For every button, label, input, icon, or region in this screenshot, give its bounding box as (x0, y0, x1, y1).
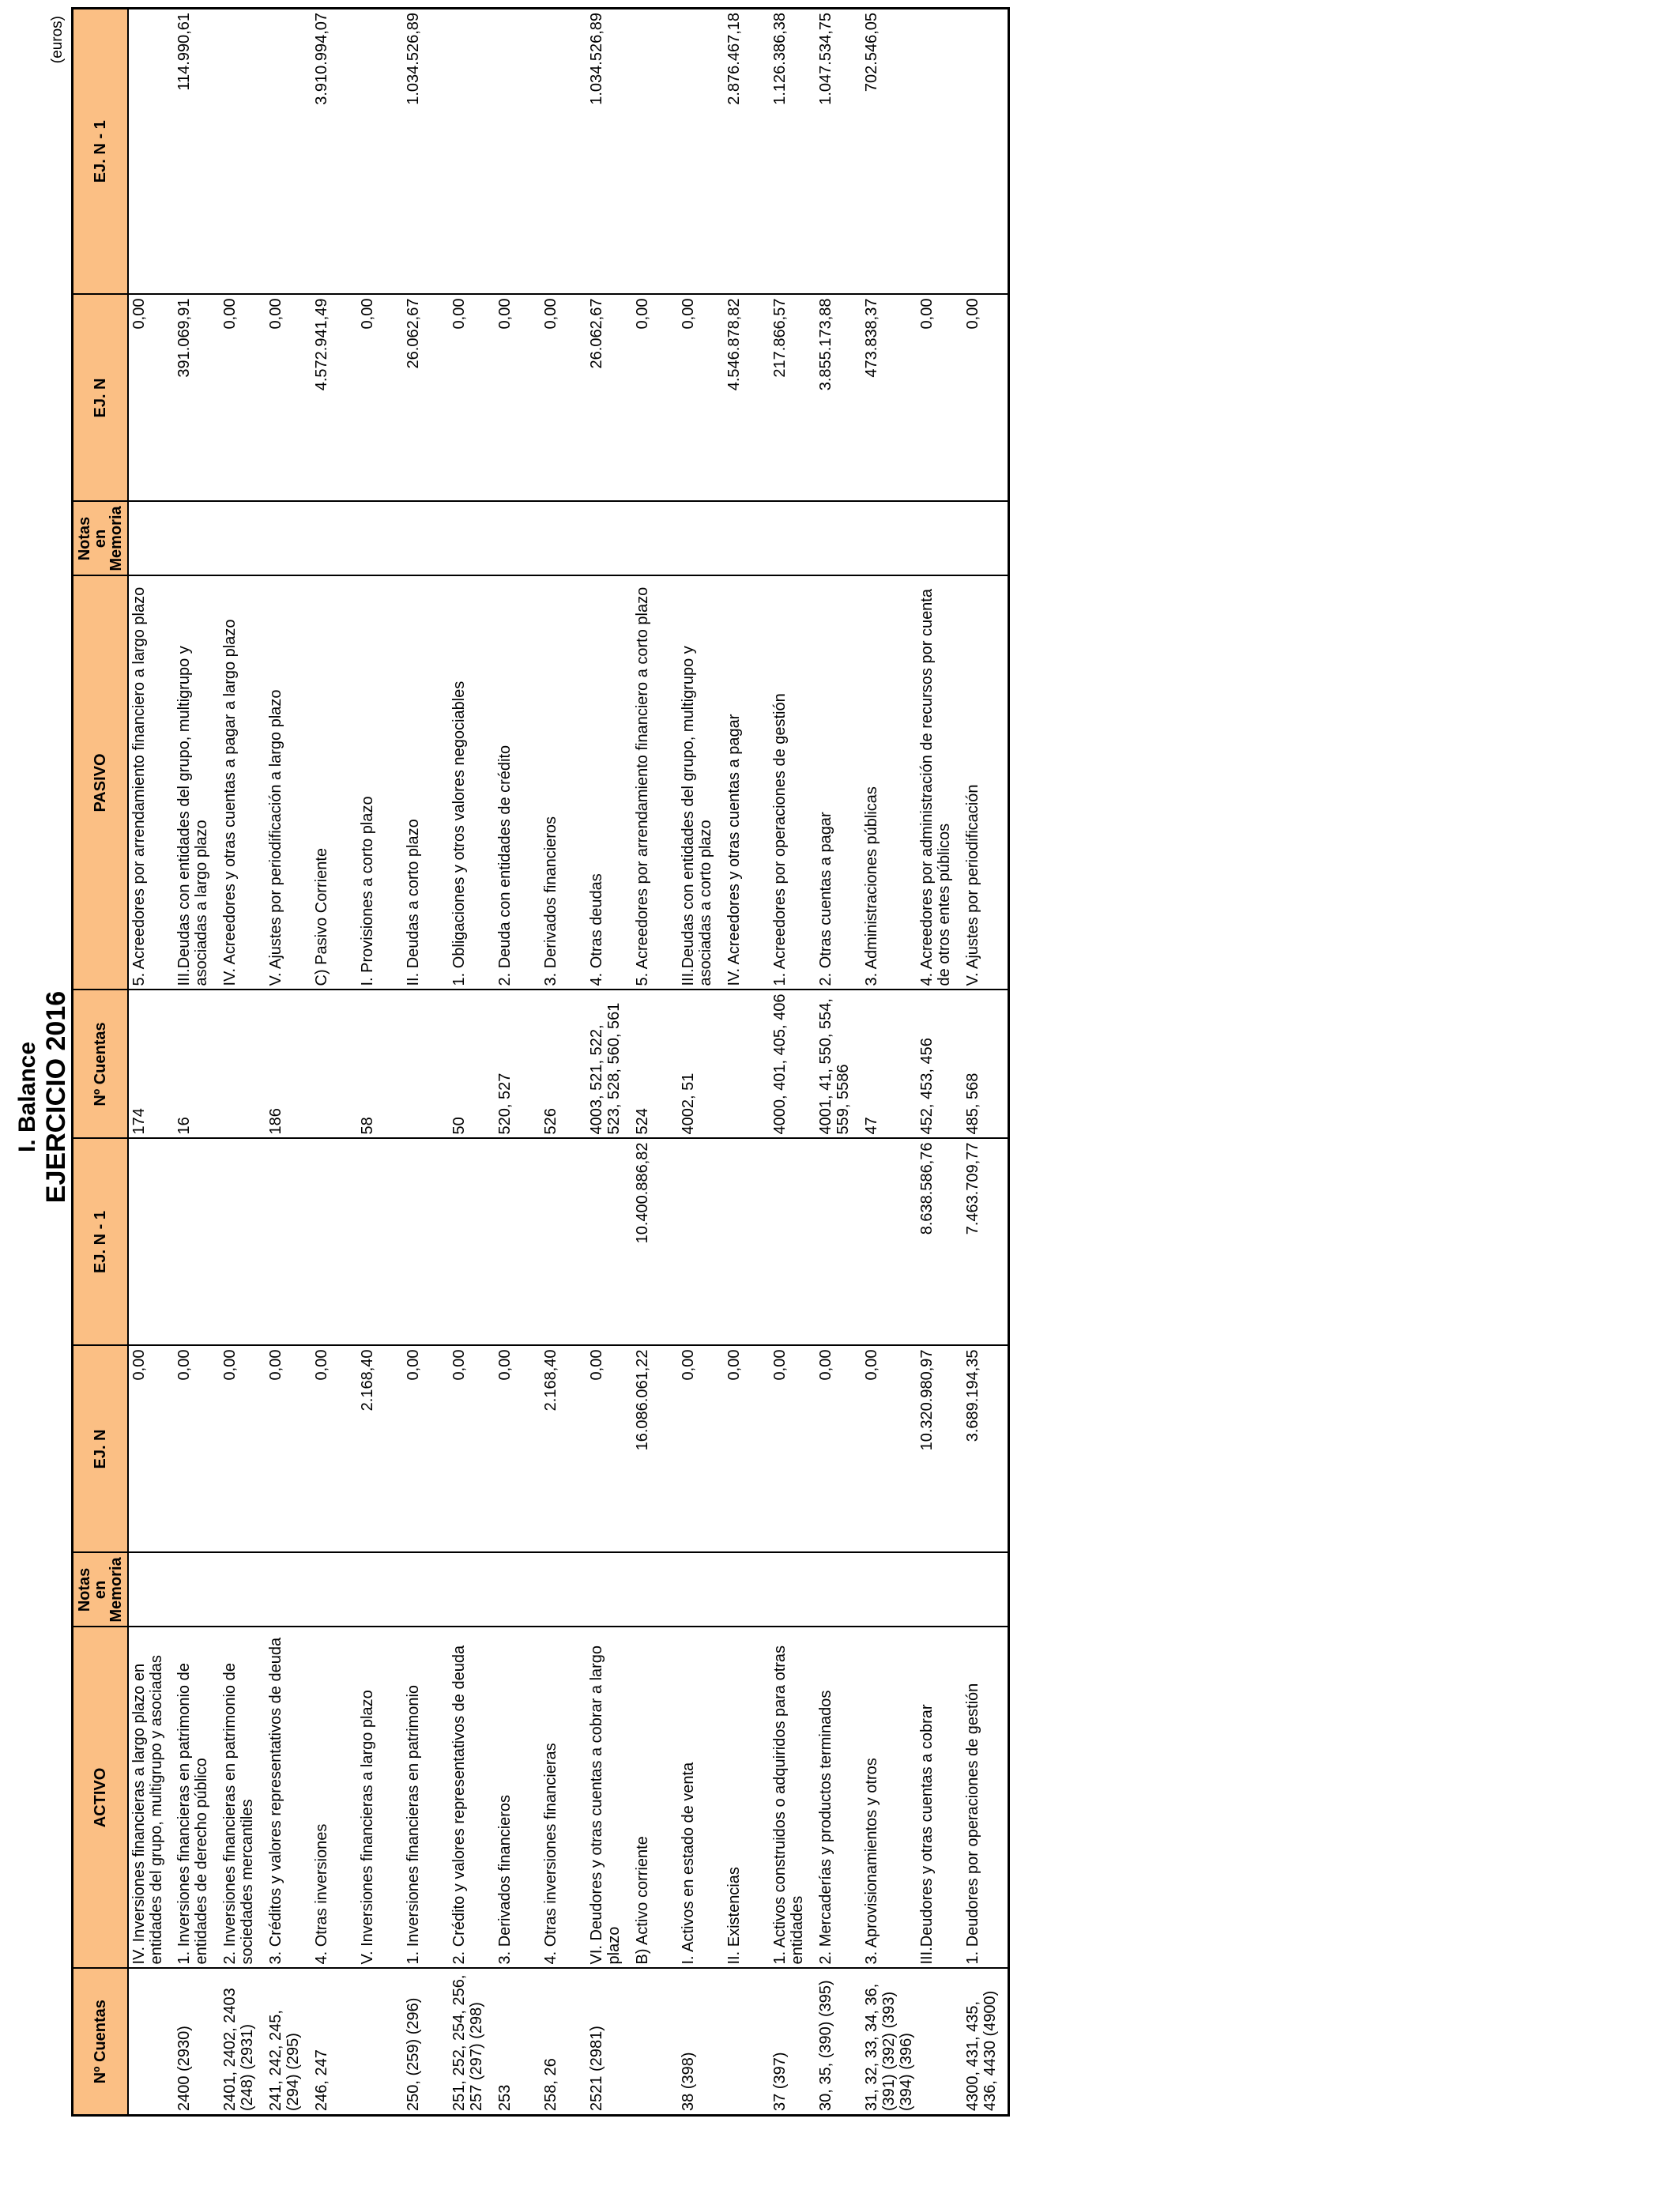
pasivo-label: 4. Otras deudas (586, 576, 632, 990)
notas-activo (917, 1553, 962, 1627)
ejn-pasivo-value: 0,00 (449, 295, 495, 502)
account-code-activo: 4300, 431, 435, 436, 4430 (4900) (962, 1969, 1008, 2116)
pasivo-label: II. Deudas a corto plazo (403, 576, 449, 990)
table-row (495, 9, 541, 2116)
notas-pasivo (174, 502, 220, 576)
account-code-pasivo: 4003, 521, 522, 523, 528, 560, 561 (586, 990, 632, 1139)
activo-label: I. Activos en estado de venta (678, 1627, 724, 1969)
notas-pasivo (816, 502, 861, 576)
activo-label: VI. Deudores y otras cuentas a cobrar a largo plazo (586, 1627, 632, 1969)
account-code-pasivo: 186 (266, 990, 311, 1139)
notas-pasivo (917, 502, 962, 576)
account-code-activo (724, 1969, 770, 2116)
header-ejn1-activo: EJ. N - 1 (73, 1139, 129, 1346)
ejn1-activo-value (449, 1139, 495, 1346)
account-code-pasivo (724, 990, 770, 1139)
ejn-activo-value: 0,00 (816, 1346, 861, 1553)
pasivo-label: IV. Acreedores y otras cuentas a pagar a largo plazo (220, 576, 266, 990)
pasivo-label: III.Deudas con entidades del grupo, multigrupo y asociadas a largo plazo (174, 576, 220, 990)
ejn-pasivo-value: 4.546.878,82 (724, 295, 770, 502)
ejn-activo-value: 0,00 (724, 1346, 770, 1553)
activo-label: 2. Inversiones financieras en patrimonio de sociedades mercantiles (220, 1627, 266, 1969)
notas-pasivo (403, 502, 449, 576)
table-row (128, 9, 174, 2116)
notas-pasivo (770, 502, 816, 576)
ejn1-pasivo-value (449, 9, 495, 295)
activo-label: II. Existencias (724, 1627, 770, 1969)
header-notas-pasivo: Notas en Memoria (73, 502, 129, 576)
pasivo-label: C) Pasivo Corriente (311, 576, 357, 990)
ejn1-activo-value (357, 1139, 403, 1346)
table-row (266, 9, 311, 2116)
header-notas-activo: Notas en Memoria (73, 1553, 129, 1627)
ejn-pasivo-value: 0,00 (678, 295, 724, 502)
ejn-pasivo-value: 0,00 (917, 295, 962, 502)
ejn-activo-value: 0,00 (495, 1346, 541, 1553)
notas-pasivo (266, 502, 311, 576)
account-code-pasivo: 452, 453, 456 (917, 990, 962, 1139)
ejn-pasivo-value: 26.062,67 (403, 295, 449, 502)
table-row (678, 9, 724, 2116)
table-row (816, 9, 861, 2116)
activo-label: 1. Inversiones financieras en patrimonio (403, 1627, 449, 1969)
ejn1-activo-value (541, 1139, 586, 1346)
table-row (449, 9, 495, 2116)
ejn1-pasivo-value: 702.546,05 (861, 9, 917, 295)
account-code-pasivo (403, 990, 449, 1139)
header-activo: ACTIVO (73, 1627, 129, 1969)
activo-label: 4. Otras inversiones (311, 1627, 357, 1969)
ejn1-activo-value (678, 1139, 724, 1346)
ejn1-activo-value (770, 1139, 816, 1346)
ejn1-pasivo-value (962, 9, 1008, 295)
ejn1-activo-value (220, 1139, 266, 1346)
ejn-activo-value: 0,00 (174, 1346, 220, 1553)
activo-label: 1. Deudores por operaciones de gestión (962, 1627, 1008, 1969)
pasivo-label: 3. Derivados financieros (541, 576, 586, 990)
account-code-pasivo: 16 (174, 990, 220, 1139)
notas-activo (174, 1553, 220, 1627)
header-cuentas-pasivo: Nº Cuentas (73, 990, 129, 1139)
ejn-activo-value: 3.689.194,35 (962, 1346, 1008, 1553)
table-row (541, 9, 586, 2116)
ejn1-activo-value (816, 1139, 861, 1346)
ejn1-pasivo-value (917, 9, 962, 295)
ejn1-activo-value (128, 1139, 174, 1346)
notas-activo (586, 1553, 632, 1627)
table-row (770, 9, 816, 2116)
notas-activo (962, 1553, 1008, 1627)
account-code-pasivo (220, 990, 266, 1139)
ejn1-pasivo-value: 1.126.386,38 (770, 9, 816, 295)
account-code-activo: 2401, 2402, 2403 (248) (2931) (220, 1969, 266, 2116)
notas-activo (632, 1553, 678, 1627)
account-code-pasivo: 58 (357, 990, 403, 1139)
notas-pasivo (495, 502, 541, 576)
ejn-pasivo-value: 217.866,57 (770, 295, 816, 502)
notas-pasivo (357, 502, 403, 576)
ejn1-activo-value (266, 1139, 311, 1346)
header-ejn-pasivo: EJ. N (73, 295, 129, 502)
ejn1-pasivo-value (678, 9, 724, 295)
ejn-pasivo-value: 0,00 (962, 295, 1008, 502)
notas-pasivo (962, 502, 1008, 576)
notas-pasivo (128, 502, 174, 576)
activo-label: B) Activo corriente (632, 1627, 678, 1969)
ejn-activo-value: 2.168,40 (357, 1346, 403, 1553)
ejn1-pasivo-value: 3.910.994,07 (311, 9, 357, 295)
ejn-activo-value: 0,00 (311, 1346, 357, 1553)
ejn1-pasivo-value (632, 9, 678, 295)
ejn1-pasivo-value: 1.034.526,89 (403, 9, 449, 295)
activo-label: 3. Derivados financieros (495, 1627, 541, 1969)
activo-label: III.Deudores y otras cuentas a cobrar (917, 1627, 962, 1969)
pasivo-label: 5. Acreedores por arrendamiento financiero a corto plazo (632, 576, 678, 990)
pasivo-label: 5. Acreedores por arrendamiento financiero a largo plazo (128, 576, 174, 990)
ejn1-activo-value (174, 1139, 220, 1346)
activo-label: 1. Activos construidos o adquiridos para otras entidades (770, 1627, 816, 1969)
notas-activo (403, 1553, 449, 1627)
ejn1-activo-value (403, 1139, 449, 1346)
notas-activo (724, 1553, 770, 1627)
notas-activo (357, 1553, 403, 1627)
ejn-activo-value: 10.320.980,97 (917, 1346, 962, 1553)
ejn-activo-value: 0,00 (403, 1346, 449, 1553)
ejn-pasivo-value: 0,00 (541, 295, 586, 502)
pasivo-label: 4. Acreedores por administración de recursos por cuenta de otros entes públicos (917, 576, 962, 990)
notas-activo (861, 1553, 917, 1627)
table-row (220, 9, 266, 2116)
currency-unit: (euros) (49, 16, 66, 64)
pasivo-label: V. Ajustes por periodificación a largo plazo (266, 576, 311, 990)
table-row (632, 9, 678, 2116)
notas-activo (816, 1553, 861, 1627)
ejn-activo-value: 0,00 (220, 1346, 266, 1553)
table-row (357, 9, 403, 2116)
account-code-pasivo: 520, 527 (495, 990, 541, 1139)
table-row (962, 9, 1008, 2116)
ejn-pasivo-value: 391.069,91 (174, 295, 220, 502)
account-code-pasivo (311, 990, 357, 1139)
ejn-activo-value: 0,00 (861, 1346, 917, 1553)
page-subtitle: EJERCICIO 2016 (41, 990, 71, 1204)
account-code-activo: 31, 32, 33, 34, 36, (391) (392) (393) (394) (396) (861, 1969, 917, 2116)
account-code-activo: 2521 (2981) (586, 1969, 632, 2116)
ejn-pasivo-value: 0,00 (220, 295, 266, 502)
ejn-activo-value: 0,00 (449, 1346, 495, 1553)
account-code-activo: 37 (397) (770, 1969, 816, 2116)
pasivo-label: IV. Acreedores y otras cuentas a pagar (724, 576, 770, 990)
notas-activo (495, 1553, 541, 1627)
ejn-activo-value: 0,00 (678, 1346, 724, 1553)
notas-activo (770, 1553, 816, 1627)
notas-activo (128, 1553, 174, 1627)
ejn1-pasivo-value: 2.876.467,18 (724, 9, 770, 295)
activo-label: 4. Otras inversiones financieras (541, 1627, 586, 1969)
notas-activo (220, 1553, 266, 1627)
ejn-pasivo-value: 473.838,37 (861, 295, 917, 502)
account-code-activo: 253 (495, 1969, 541, 2116)
account-code-pasivo: 174 (128, 990, 174, 1139)
activo-label: 3. Créditos y valores representativos de deuda (266, 1627, 311, 1969)
activo-label: 2. Mercaderías y productos terminados (816, 1627, 861, 1969)
notas-pasivo (678, 502, 724, 576)
account-code-activo: 38 (398) (678, 1969, 724, 2116)
notas-pasivo (861, 502, 917, 576)
ejn1-pasivo-value (495, 9, 541, 295)
ejn-pasivo-value: 26.062,67 (586, 295, 632, 502)
pasivo-label: III.Deudas con entidades del grupo, multigrupo y asociadas a corto plazo (678, 576, 724, 990)
ejn1-pasivo-value: 1.047.534,75 (816, 9, 861, 295)
ejn1-activo-value (586, 1139, 632, 1346)
activo-label: V. Inversiones financieras a largo plazo (357, 1627, 403, 1969)
pasivo-label: 1. Acreedores por operaciones de gestión (770, 576, 816, 990)
header-pasivo: PASIVO (73, 576, 129, 990)
ejn1-pasivo-value (357, 9, 403, 295)
activo-label: 1. Inversiones financieras en patrimonio de entidades de derecho público (174, 1627, 220, 1969)
ejn-pasivo-value: 0,00 (495, 295, 541, 502)
notas-activo (678, 1553, 724, 1627)
ejn1-activo-value (861, 1139, 917, 1346)
activo-label: IV. Inversiones financieras a largo plazo en entidades del grupo, multigrupo y asociadas (128, 1627, 174, 1969)
ejn-activo-value: 0,00 (266, 1346, 311, 1553)
ejn1-activo-value: 8.638.586,76 (917, 1139, 962, 1346)
pasivo-label: 2. Deuda con entidades de crédito (495, 576, 541, 990)
ejn1-activo-value (724, 1139, 770, 1346)
notas-activo (541, 1553, 586, 1627)
ejn-pasivo-value: 0,00 (632, 295, 678, 502)
ejn1-pasivo-value (266, 9, 311, 295)
account-code-pasivo: 485, 568 (962, 990, 1008, 1139)
activo-label: 3. Aprovisionamientos y otros (861, 1627, 917, 1969)
ejn-pasivo-value: 3.855.173,88 (816, 295, 861, 502)
account-code-pasivo: 50 (449, 990, 495, 1139)
account-code-pasivo: 524 (632, 990, 678, 1139)
notas-activo (311, 1553, 357, 1627)
ejn-activo-value: 16.086.061,22 (632, 1346, 678, 1553)
account-code-activo: 250, (259) (296) (403, 1969, 449, 2116)
table-row (917, 9, 962, 2116)
notas-pasivo (220, 502, 266, 576)
pasivo-label: I. Provisiones a corto plazo (357, 576, 403, 990)
account-code-pasivo: 4000, 401, 405, 406 (770, 990, 816, 1139)
account-code-activo: 251, 252, 254, 256, 257 (297) (298) (449, 1969, 495, 2116)
ejn1-pasivo-value: 114.990,61 (174, 9, 220, 295)
page-title: I. Balance (14, 1041, 40, 1153)
header-ejn1-pasivo: EJ. N - 1 (73, 9, 129, 295)
account-code-activo: 241, 242, 245, (294) (295) (266, 1969, 311, 2116)
ejn-activo-value: 0,00 (586, 1346, 632, 1553)
ejn-activo-value: 0,00 (128, 1346, 174, 1553)
account-code-activo: 246, 247 (311, 1969, 357, 2116)
table-row (586, 9, 632, 2116)
account-code-activo (632, 1969, 678, 2116)
account-code-activo: 2400 (2930) (174, 1969, 220, 2116)
ejn1-pasivo-value (128, 9, 174, 295)
ejn-pasivo-value: 0,00 (266, 295, 311, 502)
pasivo-label: 3. Administraciones públicas (861, 576, 917, 990)
activo-label: 2. Crédito y valores representativos de deuda (449, 1627, 495, 1969)
ejn1-activo-value (495, 1139, 541, 1346)
notas-activo (266, 1553, 311, 1627)
balance-table (71, 7, 1010, 2117)
ejn1-activo-value: 10.400.886,82 (632, 1139, 678, 1346)
notas-pasivo (724, 502, 770, 576)
ejn-activo-value: 0,00 (770, 1346, 816, 1553)
ejn-pasivo-value: 0,00 (128, 295, 174, 502)
ejn-pasivo-value: 4.572.941,49 (311, 295, 357, 502)
ejn-pasivo-value: 0,00 (357, 295, 403, 502)
account-code-pasivo: 47 (861, 990, 917, 1139)
notas-pasivo (632, 502, 678, 576)
account-code-activo: 30, 35, (390) (395) (816, 1969, 861, 2116)
ejn1-pasivo-value: 1.034.526,89 (586, 9, 632, 295)
ejn1-activo-value: 7.463.709,77 (962, 1139, 1008, 1346)
notas-pasivo (541, 502, 586, 576)
table-row (861, 9, 917, 2116)
ejn1-pasivo-value (541, 9, 586, 295)
account-code-activo (357, 1969, 403, 2116)
pasivo-label: 1. Obligaciones y otros valores negociables (449, 576, 495, 990)
table-row (174, 9, 220, 2116)
ejn1-pasivo-value (220, 9, 266, 295)
account-code-activo: 258, 26 (541, 1969, 586, 2116)
header-cuentas-activo: Nº Cuentas (73, 1969, 129, 2116)
account-code-activo (128, 1969, 174, 2116)
table-header-row (73, 9, 129, 2116)
notas-pasivo (586, 502, 632, 576)
account-code-pasivo: 526 (541, 990, 586, 1139)
pasivo-label: 2. Otras cuentas a pagar (816, 576, 861, 990)
table-row (311, 9, 357, 2116)
notas-activo (449, 1553, 495, 1627)
pasivo-label: V. Ajustes por periodificación (962, 576, 1008, 990)
notas-pasivo (311, 502, 357, 576)
notas-pasivo (449, 502, 495, 576)
account-code-activo (917, 1969, 962, 2116)
account-code-pasivo: 4001, 41, 550, 554, 559, 5586 (816, 990, 861, 1139)
table-row (403, 9, 449, 2116)
ejn1-activo-value (311, 1139, 357, 1346)
account-code-pasivo: 4002, 51 (678, 990, 724, 1139)
header-ejn-activo: EJ. N (73, 1346, 129, 1553)
table-row (724, 9, 770, 2116)
ejn-activo-value: 2.168,40 (541, 1346, 586, 1553)
